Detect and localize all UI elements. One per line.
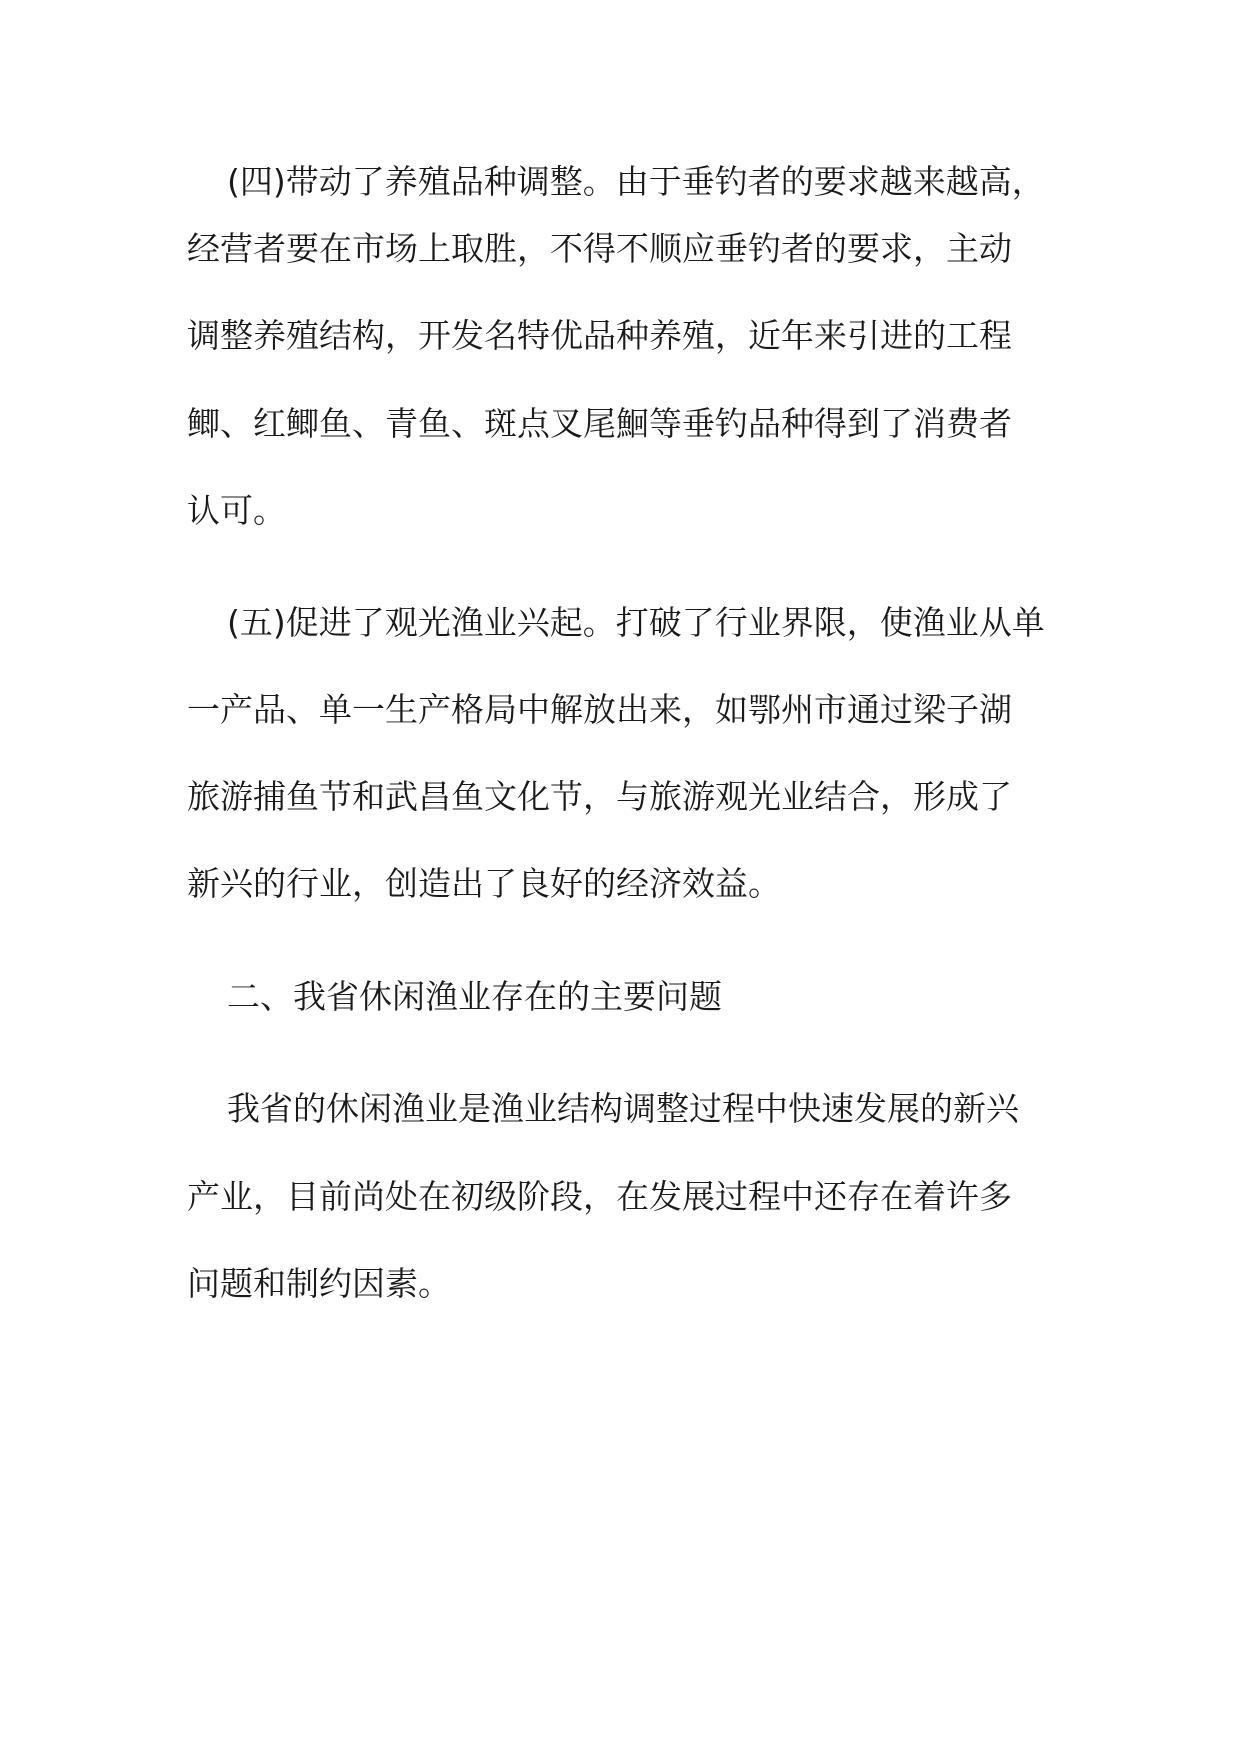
- paragraph-line: 经营者要在市场上取胜，不得不顺应垂钓者的要求，主动: [187, 229, 1012, 268]
- paragraph-line: 新兴的行业，创造出了良好的经济效益。: [187, 864, 781, 903]
- paragraph-line: 问题和制约因素。: [187, 1264, 451, 1303]
- paragraph-line: (五)促进了观光渔业兴起。打破了行业界限，使渔业从单: [227, 603, 1045, 642]
- paragraph-line: (四)带动了养殖品种调整。由于垂钓者的要求越来越高，: [227, 162, 1045, 201]
- paragraph-line: 调整养殖结构，开发名特优品种养殖，近年来引进的工程: [187, 316, 1012, 355]
- section-heading: 二、我省休闲渔业存在的主要问题: [227, 977, 722, 1016]
- paragraph-line: 旅游捕鱼节和武昌鱼文化节，与旅游观光业结合，形成了: [187, 777, 1012, 816]
- paragraph-line: 鲫、红鲫鱼、青鱼、斑点叉尾鮰等垂钓品种得到了消费者: [187, 404, 1012, 443]
- paragraph-line: 认可。: [187, 491, 286, 530]
- paragraph-line: 产业，目前尚处在初级阶段，在发展过程中还存在着许多: [187, 1177, 1012, 1216]
- paragraph-line: 我省的休闲渔业是渔业结构调整过程中快速发展的新兴: [227, 1089, 1019, 1128]
- paragraph-line: 一产品、单一生产格局中解放出来，如鄂州市通过梁子湖: [187, 690, 1012, 729]
